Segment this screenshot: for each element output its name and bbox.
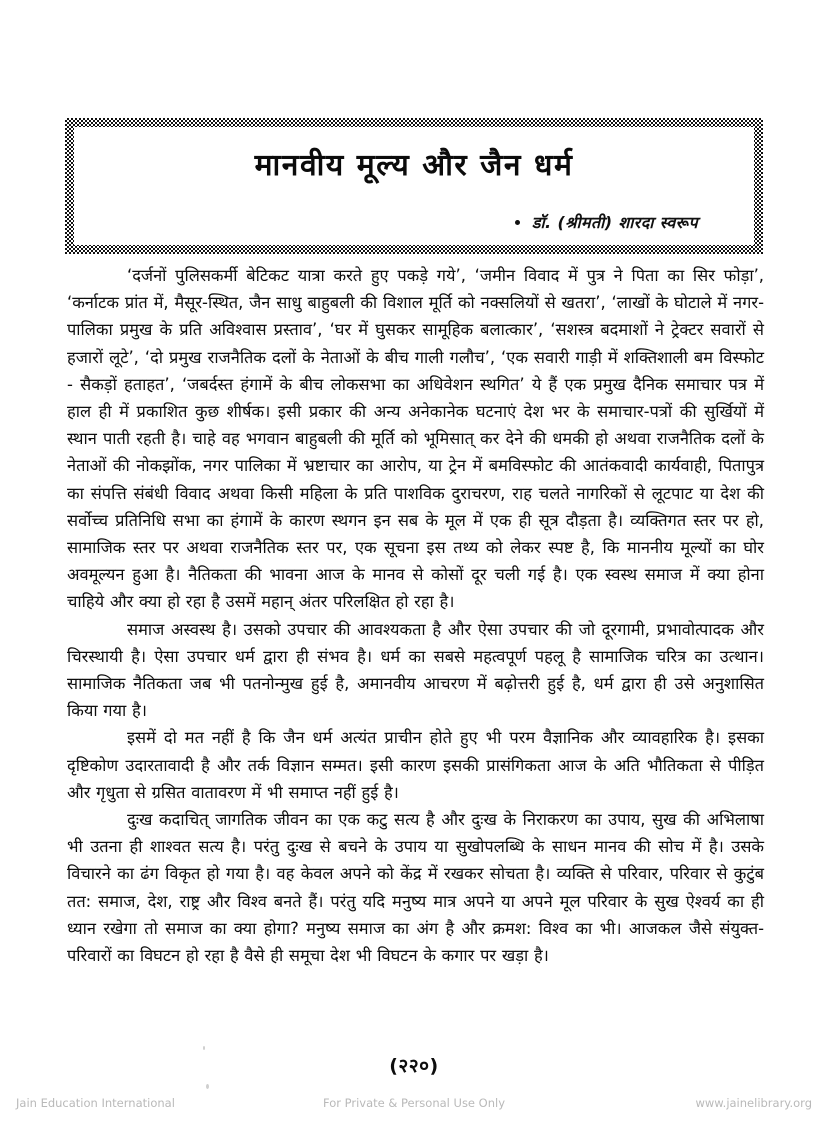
footer-organization: Jain Education International xyxy=(16,1096,175,1110)
footer-website-link[interactable]: www.jainelibrary.org xyxy=(695,1096,812,1110)
paragraph: समाज अस्वस्थ है। उसको उपचार की आवश्यकता है और ऐसा उपचार की जो दूरगामी, प्रभावोत्पादक और चिरस्थायी है। ऐसा उपचार धर्म द्वारा ही संभव है। धर्म का सबसे महत्वपूर्ण पहलू है सामाजिक चरित्र का उत्थान। सामाजिक नैतिकता जब भी पतनोन्मुख हुई है, अमानवीय आचरण में बढ़ोत्तरी हुई है, धर्म द्वारा ही उसे अनुशासित किया गया है। xyxy=(67,619,764,721)
author-byline xyxy=(515,211,698,233)
scan-speck xyxy=(206,1084,209,1089)
paragraph: ‘दर्जनों पुलिसकर्मी बेटिकट यात्रा करते हुए पकड़े गये’, ‘जमीन विवाद में पुत्र ने पिता का सिर फोड़ा’, ‘कर्नाटक प्रांत में, मैसूर-स्थित, जैन साधु बाहुबली की विशाल मूर्ति को नक्सलियों से खतरा’, ‘लाखों के घोटाले में नगर-पालिका प्रमुख के प्रति अविश्वास प्रस्ताव’, ‘घर में घुसकर सामूहिक बलात्कार’, ‘सशस्त्र बदमाशों ने ट्रेक्टर सवारों से हजारों लूटे’, ‘दो प्रमुख राजनैतिक दलों के नेताओं के बीच गाली गलौच’, ‘एक सवारी गाड़ी में शक्तिशाली बम विस्फोट - सैकड़ों हताहत’, ‘जबर्दस्त हंगामें के बीच लोकसभा का अधिवेशन स्थगित’ ये हैं एक प्रमुख दैनिक समाचार पत्र में हाल ही में प्रकाशित कुछ शीर्षक। इसी प्रकार की अन्य अनेकानेक घटनाएं देश भर के समाचार-पत्रों की सुर्खियों में स्थान पाती रहती है। चाहे वह भगवान बाहुबली की मूर्ति को भूमिसात् कर देने की धमकी हो अथवा राजनैतिक दलों के नेताओं की नोकझोंक, नगर पालिका में भ्रष्टाचार का आरोप, या ट्रेन में बमविस्फोट की आतंकवादी कार्यवाही, पितापुत्र का संपत्ति संबंधी विवाद अथवा किसी महिला के प्रति पाशविक दुराचरण, राह चलते नागरिकों से लूटपाट या देश की सर्वोच्च प्रतिनिधि सभा का हंगामें के कारण स्थगन इन सब के मूल में एक ही सूत्र दौड़ता है। व्यक्तिगत स्तर पर हो, सामाजिक स्तर पर अथवा राजनैतिक स्तर पर, एक सूचना इस तथ्य को लेकर स्पष्ट है, कि माननीय मूल्यों का घोर अवमूल्यन हुआ है। नैतिकता की भावना आज के मानव से कोसों दूर चली गई है। एक स्वस्थ समाज में क्या होना चाहिये और क्या हो रहा है उसमें महान् अंतर परिलक्षित हो रहा है। xyxy=(67,266,764,612)
author-name: डॉ. (श्रीमती) शारदा स्वरूप xyxy=(531,213,698,232)
paragraph: इसमें दो मत नहीं है कि जैन धर्म अत्यंत प्राचीन होते हुए भी परम वैज्ञानिक और व्यावहारिक है। इसका दृष्टिकोण उदारतावादी है और तर्क विज्ञान सम्मत। इसी कारण इसकी प्रासंगिकता आज के अति भौतिकता से पीड़ित और गृधुता से ग्रसित वातावरण में भी समाप्त नहीं हुई है। xyxy=(67,728,764,802)
page-footer xyxy=(0,1092,828,1114)
page-number: (२२०) xyxy=(389,1055,439,1077)
page-title: मानवीय मूल्य और जैन धर्म xyxy=(254,148,574,183)
article-body xyxy=(67,262,764,969)
paragraph: दुःख कदाचित् जागतिक जीवन का एक कटु सत्य है और दुःख के निराकरण का उपाय, सुख की अभिलाषा भी उतना ही शाश्वत सत्य है। परंतु दुःख से बचने के उपाय या सुखोपलब्धि के साधन मानव की सोच में है। उसके विचारने का ढंग विकृत हो गया है। वह केवल अपने को केंद्र में रखकर सोचता है। व्यक्ति से परिवार, परिवार से कुटुंब तत: समाज, देश, राष्ट्र और विश्व बनते हैं। परंतु यदि मनुष्य मात्र अपने या अपने मूल परिवार के सुख ऐश्वर्य का ही ध्यान रखेगा तो समाज का क्या होगा? मनुष्य समाज का अंग है और क्रमश: विश्व का भी। आजकल जैसे संयुक्त-परिवारों का विघटन हो रहा है वैसे ही समूचा देश भी विघटन के कगार पर खड़ा है। xyxy=(67,810,764,966)
title-frame-inner xyxy=(74,127,754,245)
scan-speck xyxy=(203,1046,205,1050)
bullet-icon xyxy=(515,220,520,225)
title-frame xyxy=(65,118,763,254)
footer-usage-notice: For Private & Personal Use Only xyxy=(322,1096,506,1110)
